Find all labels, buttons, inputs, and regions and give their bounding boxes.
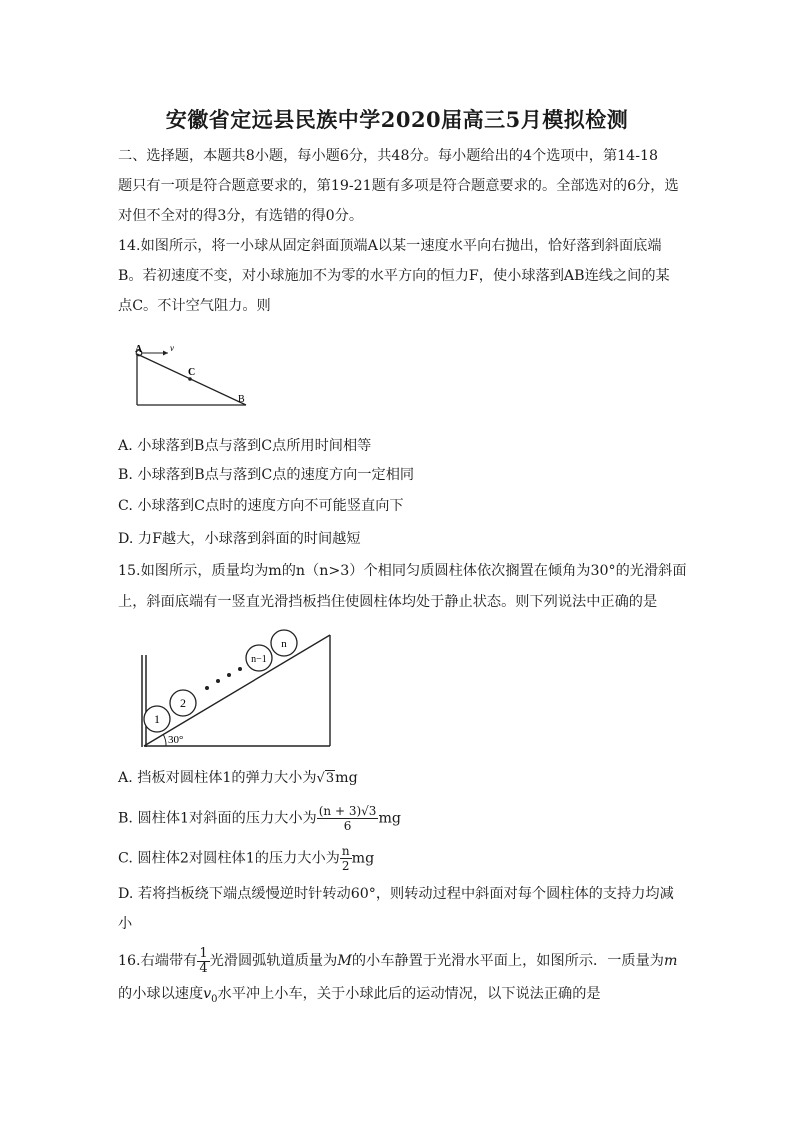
q15-option-d-line-1: D. 若将挡板绕下端点缓慢逆时针转动60°，则转动过程中斜面对每个圆柱体的支持力均减 — [118, 886, 674, 902]
q15-option-b-text: B. 圆柱体1对斜面的压力大小为 — [118, 810, 317, 827]
velocity-subscript: 0 — [211, 993, 218, 1005]
q15-option-a — [118, 768, 358, 789]
unit: mg — [378, 810, 401, 827]
denominator: 6 — [343, 819, 352, 833]
cylinder-1-label: 1 — [154, 712, 160, 726]
q14-stem-line-1: 14.如图所示，将一小球从固定斜面顶端A以某一速度水平向右抛出，恰好落到斜面底端 — [118, 238, 662, 254]
q15-option-c — [118, 844, 374, 873]
cylinder-2-label: 2 — [180, 696, 186, 710]
page-title: 安徽省定远县民族中学2020届高三5月模拟检测 — [165, 107, 629, 132]
radicand: 3 — [325, 771, 335, 786]
q16-stem-line-1 — [118, 946, 677, 976]
denominator: 2 — [341, 859, 350, 873]
numerator: (n + 3)√3 — [318, 804, 377, 818]
q14-stem-line-3: 点C。不计空气阻力。则 — [118, 298, 271, 314]
q15-option-a-text: A. 挡板对圆柱体1的弹力大小为 — [118, 770, 317, 786]
q15-stem-line-2: 上，斜面底端有一竖直光滑挡板挡住使圆柱体均处于静止状态。则下列说法中正确的是 — [118, 594, 658, 610]
q15-stem-line-1: 15.如图所示，质量均为m的n（n>3）个相同匀质圆柱体依次搁置在倾角为30°的光滑斜面 — [118, 563, 687, 579]
sqrt-symbol: √3 — [316, 771, 335, 786]
q14-incline-figure — [128, 340, 258, 410]
cylinder-n-1-label: n−1 — [251, 654, 267, 665]
q14-option-a: A. 小球落到B点与落到C点所用时间相等 — [118, 438, 372, 454]
unit: mg — [351, 850, 375, 867]
q15-option-d-line-2: 小 — [118, 916, 133, 932]
q16-stem-line-2 — [118, 984, 601, 1010]
numerator: n — [341, 844, 350, 858]
angle-label: 30° — [168, 734, 184, 746]
q16-text-1: 光滑圆弧轨道质量为 — [209, 953, 338, 969]
label-a: A — [135, 344, 143, 355]
label-v: v — [170, 343, 174, 353]
cylinder-n-label: n — [281, 638, 287, 650]
q16-prefix: 16.右端带有 — [118, 953, 198, 969]
section-instructions-line-2: 题只有一项是符合题意要求的，第19-21题有多项是符合题意要求的。全部选对的6分，选 — [118, 178, 679, 194]
fraction — [317, 804, 379, 833]
q14-stem-line-2: B。若初速度不变，对小球施加不为零的水平方向的恒力F，使小球落到AB连线之间的某 — [118, 268, 670, 284]
q14-option-d: D. 力F越大，小球落到斜面的时间越短 — [118, 531, 361, 547]
q15-option-c-text: C. 圆柱体2对圆柱体1的压力大小为 — [118, 850, 340, 867]
label-c: C — [188, 367, 196, 378]
denominator: 4 — [199, 960, 208, 976]
fraction — [197, 947, 209, 976]
velocity-arrow-icon — [163, 351, 168, 356]
q15-cylinders-figure — [132, 625, 337, 751]
q16-text-4: 水平冲上小车，关于小球此后的运动情况，以下说法正确的是 — [217, 986, 601, 1002]
mass-symbol-m-lower: m — [663, 953, 678, 969]
section-instructions-line-3: 对但不全对的得3分，有选错的得0分。 — [118, 208, 364, 224]
velocity-symbol: v — [203, 986, 212, 1002]
q15-option-b — [118, 804, 401, 833]
mass-symbol-m-upper: M — [337, 953, 352, 969]
q14-option-b: B. 小球落到B点与落到C点的速度方向一定相同 — [118, 467, 415, 483]
q14-option-c: C. 小球落到C点时的速度方向不可能竖直向下 — [118, 498, 404, 514]
numerator: 1 — [199, 945, 208, 961]
unit: mg — [335, 770, 358, 786]
section-instructions-line-1: 二、选择题，本题共8小题，每小题6分，共48分。每小题给出的4个选项中，第14-18 — [118, 148, 659, 164]
q16-text-3: 的小球以速度 — [118, 986, 204, 1002]
label-b: B — [238, 394, 245, 405]
fraction — [340, 844, 352, 873]
q16-text-2: 的小车静置于光滑水平面上，如图所示．一质量为 — [351, 953, 664, 969]
